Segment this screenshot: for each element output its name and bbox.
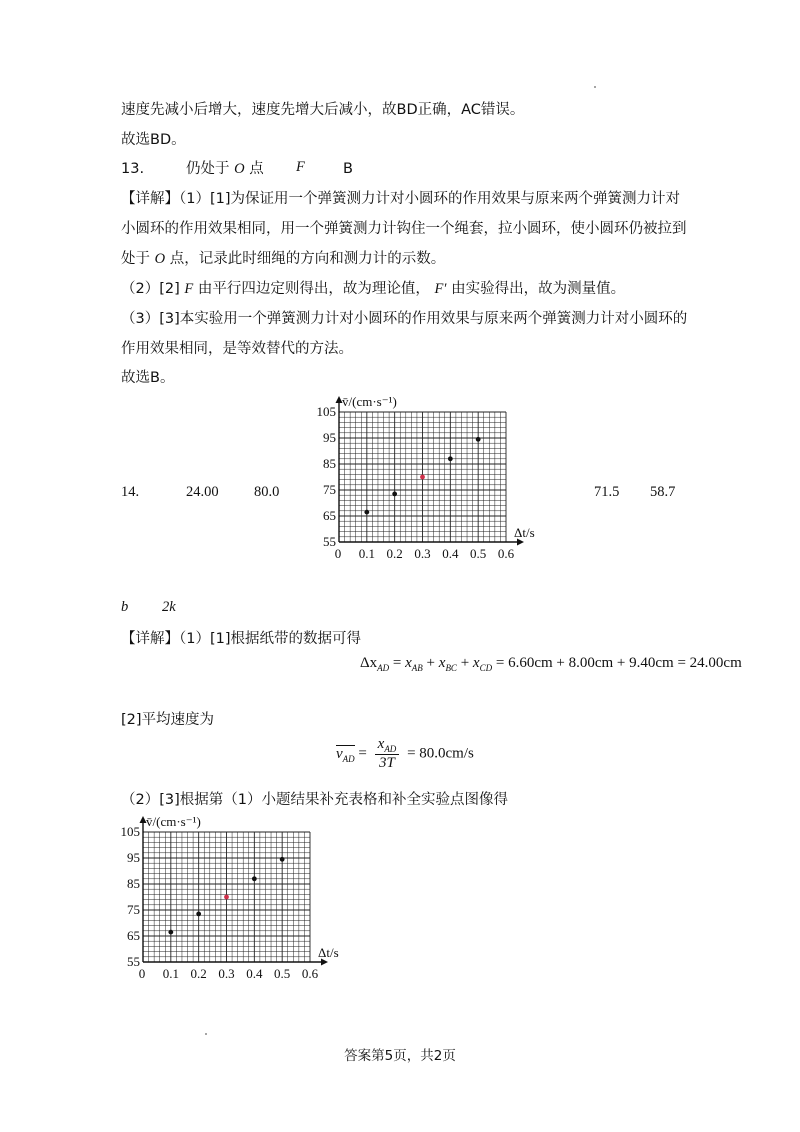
data-point: [280, 857, 285, 862]
x-tick-label: 0.1: [162, 966, 179, 981]
x-tick-label: 0.1: [358, 546, 375, 561]
velocity-time-chart-2: [104, 812, 349, 992]
q13-answer-1-var: O: [234, 161, 245, 177]
formula-1-term-2: $x_{BC}$: [438, 655, 457, 673]
q14-answer-4: 58.7: [650, 484, 676, 500]
q14-answer-3: 71.5: [594, 484, 620, 500]
y-axis-label: v̄/(cm·s⁻¹): [146, 814, 201, 829]
data-point: [420, 475, 425, 480]
data-point: [196, 912, 201, 917]
formula-2-fraction: $\frac{x_{AD}}{3T}$: [375, 736, 400, 772]
formula-1-eq: =: [392, 655, 402, 671]
x-tick-label: 0.5: [470, 546, 487, 561]
x-tick-label: 0.3: [218, 966, 235, 981]
x-tick-label: 0.4: [442, 546, 459, 561]
q13-answer-3: B: [343, 161, 353, 177]
formula-2-lhs: $v_{AD}$: [336, 745, 355, 764]
detail-14-line-2: [2]平均速度为: [121, 712, 215, 728]
y-tick-label: 75: [127, 902, 140, 917]
formula-2-rhs: = 80.0cm/s: [407, 745, 474, 762]
q14-answer-5: b: [121, 599, 129, 615]
scan-speck: [594, 86, 596, 88]
velocity-time-chart-1: [300, 392, 545, 572]
y-tick-label: 85: [323, 456, 336, 471]
data-point: [364, 510, 369, 515]
x-tick-label: 0: [334, 546, 342, 561]
x-tick-label: 0.6: [301, 966, 319, 981]
detail-13-line-4-b: 由平行四边定则得出，故为理论值，: [197, 281, 430, 297]
detail-13-line-1: 【详解】（1）[1]为保证用一个弹簧测力计对小圆环的作用效果与原来两个弹簧测力计对: [121, 191, 681, 207]
y-tick-label: 55: [323, 534, 336, 549]
detail-13-line-4-F-prime: F′: [434, 281, 447, 297]
formula-1-lhs: $\Delta x_{AD}$: [360, 655, 390, 673]
data-point: [252, 876, 257, 881]
x-axis-label: Δt/s: [318, 945, 339, 960]
detail-13-line-3-pre: 处于: [121, 251, 150, 267]
detail-13-line-3: [121, 249, 445, 269]
q13-answer-1-pre: 仍处于: [186, 161, 230, 177]
y-tick-label: 65: [323, 508, 336, 523]
x-tick-label: 0.6: [497, 546, 515, 561]
detail-13-line-5: （3）[3]本实验用一个弹簧测力计对小圆环的作用效果与原来两个弹簧测力计对小圆环的: [121, 311, 688, 327]
q14-answer-6: 2k: [162, 599, 176, 615]
detail-14-line-1: 【详解】（1）[1]根据纸带的数据可得: [121, 631, 362, 647]
y-tick-label: 55: [127, 954, 140, 969]
y-tick-label: 85: [127, 876, 140, 891]
data-point: [392, 492, 397, 497]
detail-13-line-6: 作用效果相同，是等效替代的方法。: [121, 341, 353, 357]
q13-answer-2: F: [296, 159, 305, 175]
data-point: [476, 437, 481, 442]
detail-13-line-4-c: 由实验得出，故为测量值。: [451, 281, 626, 297]
data-point: [168, 930, 173, 935]
paragraph-2: 故选BD。: [121, 132, 186, 148]
detail-13-line-2: 小圆环的作用效果相同，用一个弹簧测力计钩住一个绳套，拉小圆环，使小圆环仍被拉到: [121, 221, 687, 237]
x-axis-label: Δt/s: [514, 525, 535, 540]
paragraph-1: 速度先减小后增大，速度先增大后减小，故BD正确，AC错误。: [121, 102, 525, 118]
y-tick-label: 105: [120, 824, 140, 839]
data-point: [224, 895, 229, 900]
y-tick-label: 65: [127, 928, 140, 943]
y-tick-label: 75: [323, 482, 336, 497]
x-tick-label: 0.3: [414, 546, 431, 561]
x-tick-label: 0: [138, 966, 146, 981]
data-point: [448, 456, 453, 461]
y-tick-label: 105: [316, 404, 336, 419]
detail-13-line-4-a: （2）[2]: [121, 281, 180, 297]
detail-14-line-3: （2）[3]根据第（1）小题结果补充表格和补全实验点图像得: [121, 792, 508, 808]
q13-answer-1-post: 点: [249, 161, 264, 177]
page-footer: 答案第5页，共2页: [344, 1048, 456, 1064]
formula-delta-x: $\Delta x_{AD} = x_{AB} + x_{BC} + x_{CD} = 6.60cm + 8.00cm + 9.40cm = 24.00cm$: [360, 655, 742, 673]
q14-answer-1: 24.00: [186, 484, 219, 500]
q13-number: 13.: [121, 161, 145, 177]
q13-answer-1: [186, 159, 264, 179]
y-tick-label: 95: [127, 850, 140, 865]
detail-13-line-3-var: O: [154, 251, 166, 267]
x-tick-label: 0.2: [386, 546, 403, 561]
q14-answer-2: 80.0: [254, 484, 280, 500]
detail-13-line-3-post: 点，记录此时细绳的方向和测力计的示数。: [169, 251, 446, 267]
detail-13-line-4: [121, 279, 625, 299]
q14-number: 14.: [121, 484, 140, 500]
x-tick-label: 0.5: [274, 966, 291, 981]
detail-13-line-4-F: F: [184, 281, 194, 297]
formula-1-term-3: $x_{CD}$: [472, 655, 493, 673]
x-tick-label: 0.4: [246, 966, 263, 981]
detail-13-line-7: 故选B。: [121, 370, 175, 386]
formula-1-rhs: = 6.60cm + 8.00cm + 9.40cm = 24.00cm: [495, 655, 742, 671]
y-axis-label: v̄/(cm·s⁻¹): [342, 394, 397, 409]
y-tick-label: 95: [323, 430, 336, 445]
formula-1-term-1: $x_{AB}$: [405, 655, 423, 673]
x-tick-label: 0.2: [190, 966, 207, 981]
scan-speck: [205, 1033, 207, 1035]
formula-average-velocity: $v_{AD}$ = $\frac{x_{AD}}{3T}$ = 80.0cm/s: [336, 736, 474, 771]
